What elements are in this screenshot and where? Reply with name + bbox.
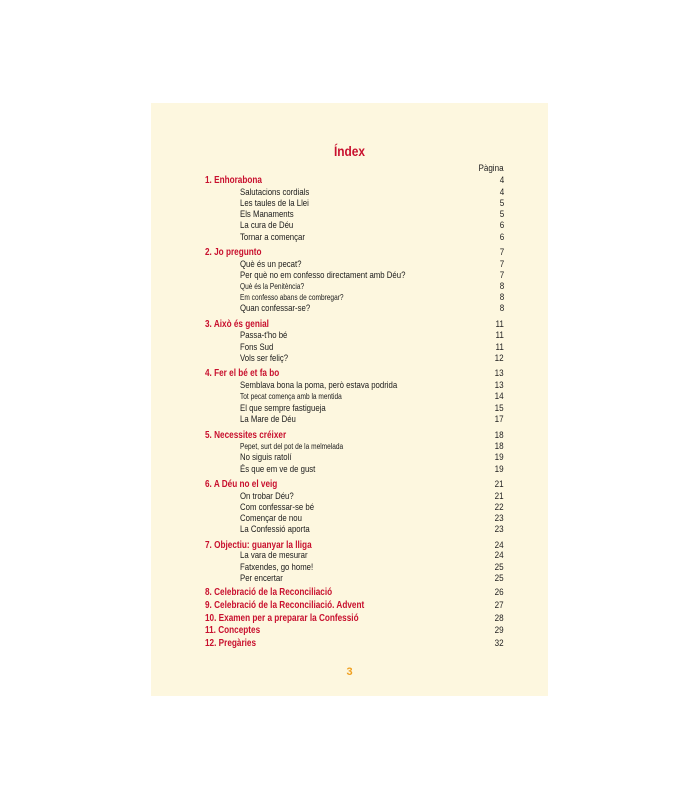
toc-section-title: 3. Això és genial bbox=[205, 319, 269, 330]
toc-page-number: 29 bbox=[495, 625, 504, 636]
toc-page-number: 22 bbox=[495, 502, 504, 513]
toc-item-title: Com confessar-se bé bbox=[240, 502, 315, 513]
toc-page-number: 32 bbox=[495, 638, 504, 649]
toc-section-row bbox=[151, 600, 504, 612]
toc-page-number: 23 bbox=[495, 513, 504, 524]
toc-item-title: Començar de nou bbox=[240, 513, 302, 524]
toc-page-number: 19 bbox=[495, 464, 504, 475]
toc-page-number: 18 bbox=[495, 441, 504, 452]
toc-section-title: 12. Pregàries bbox=[205, 638, 257, 649]
toc-page-number: 23 bbox=[495, 524, 504, 535]
toc-item-row bbox=[151, 330, 504, 342]
book-page bbox=[151, 103, 548, 696]
toc-page-number: 8 bbox=[499, 303, 504, 314]
toc-item-title: La vara de mesurar bbox=[240, 550, 308, 561]
toc-section-row bbox=[151, 479, 504, 491]
toc-page-number: 25 bbox=[495, 573, 504, 584]
toc-page-number: 8 bbox=[499, 292, 504, 303]
toc-item-title: Pepet, surt del pot de la melmelada bbox=[240, 442, 344, 451]
toc-item-title: Vols ser feliç? bbox=[240, 353, 289, 364]
toc-section-row bbox=[151, 638, 504, 650]
toc-section-row bbox=[151, 247, 504, 259]
toc-item-title: Les taules de la Llei bbox=[240, 198, 309, 209]
toc-page-number: 4 bbox=[499, 175, 504, 186]
toc-page-number: 25 bbox=[495, 562, 504, 573]
toc-item-title: Per què no em confesso directament amb Déu? bbox=[240, 270, 406, 281]
toc-item-row bbox=[151, 353, 504, 365]
toc-section-row bbox=[151, 368, 504, 380]
toc-item-title: Els Manaments bbox=[240, 209, 294, 220]
toc-page-number: 4 bbox=[499, 187, 504, 198]
toc-page-number: 24 bbox=[495, 540, 504, 551]
toc-item-row bbox=[151, 550, 504, 562]
toc-item-title: Passa-t'ho bé bbox=[240, 330, 288, 341]
toc-page-number: 8 bbox=[499, 281, 504, 292]
toc-page-number: 24 bbox=[495, 550, 504, 561]
toc-page-number: 7 bbox=[499, 270, 504, 281]
toc-item-row bbox=[151, 452, 504, 464]
toc-item-title: La cura de Déu bbox=[240, 220, 294, 231]
toc-item-row bbox=[151, 464, 504, 476]
toc-page-number: 21 bbox=[495, 479, 504, 490]
toc-page-number: 28 bbox=[495, 613, 504, 624]
toc-item-title: Què és un pecat? bbox=[240, 259, 302, 270]
toc-section-title: 7. Objectiu: guanyar la lliga bbox=[205, 540, 312, 551]
toc-item-row bbox=[151, 524, 504, 536]
toc-item-title: Quan confessar-se? bbox=[240, 303, 311, 314]
page-number: 3 bbox=[346, 666, 353, 678]
toc-item-row bbox=[151, 573, 504, 585]
toc-section-row bbox=[151, 175, 504, 187]
toc-section-title: 9. Celebració de la Reconciliació. Advent bbox=[205, 600, 365, 611]
toc-section-title: 6. A Déu no el veig bbox=[205, 479, 278, 490]
toc-item-row bbox=[151, 220, 504, 232]
toc-section-title: 2. Jo pregunto bbox=[205, 247, 262, 258]
toc-page-number: 6 bbox=[499, 220, 504, 231]
page-column-header: Pàgina bbox=[478, 163, 504, 174]
toc-item-title: El que sempre fastigueja bbox=[240, 403, 326, 414]
toc-page-number: 11 bbox=[495, 342, 504, 353]
toc-item-row bbox=[151, 232, 504, 244]
toc-page-number: 7 bbox=[499, 259, 504, 270]
toc-section-title: 4. Fer el bé et fa bo bbox=[205, 368, 280, 379]
toc-page-number: 11 bbox=[495, 330, 504, 341]
toc-section-title: 1. Enhorabona bbox=[205, 175, 262, 186]
toc-section-title: 10. Examen per a preparar la Confessió bbox=[205, 613, 359, 624]
toc-section-row bbox=[151, 587, 504, 599]
toc-page-number: 19 bbox=[495, 452, 504, 463]
toc-item-title: La Mare de Déu bbox=[240, 414, 296, 425]
toc-item-title: Fons Sud bbox=[240, 342, 274, 353]
toc-page-number: 5 bbox=[499, 198, 504, 209]
toc-item-row bbox=[151, 303, 504, 315]
toc-item-title: Què és la Penitència? bbox=[240, 282, 305, 291]
toc-item-row bbox=[151, 414, 504, 426]
toc-item-title: És que em ve de gust bbox=[240, 464, 316, 475]
toc-section-title: 5. Necessites créixer bbox=[205, 430, 287, 441]
toc-item-title: On trobar Déu? bbox=[240, 491, 294, 502]
toc-item-title: Fatxendes, go home! bbox=[240, 562, 314, 573]
toc-section-title: 8. Celebració de la Reconciliació bbox=[205, 587, 333, 598]
toc-page-number: 13 bbox=[495, 368, 504, 379]
toc-item-title: Semblava bona la poma, però estava podrida bbox=[240, 380, 398, 391]
toc-page-number: 11 bbox=[495, 319, 504, 330]
toc-page-number: 6 bbox=[499, 232, 504, 243]
toc-page-number: 15 bbox=[495, 403, 504, 414]
toc-page-number: 13 bbox=[495, 380, 504, 391]
toc-section-row bbox=[151, 625, 504, 637]
toc-item-title: Tornar a començar bbox=[240, 232, 305, 243]
toc-section-title: 11. Conceptes bbox=[205, 625, 261, 636]
page-title: Índex bbox=[333, 143, 366, 159]
toc-item-row bbox=[151, 391, 504, 403]
toc-page-number: 21 bbox=[495, 491, 504, 502]
toc-page-number: 26 bbox=[495, 587, 504, 598]
toc-page-number: 27 bbox=[495, 600, 504, 611]
toc-page-number: 18 bbox=[495, 430, 504, 441]
toc-section-row bbox=[151, 613, 504, 625]
toc-item-title: Salutacions cordials bbox=[240, 187, 310, 198]
toc-item-title: Em confesso abans de combregar? bbox=[240, 293, 344, 302]
toc-item-title: La Confessió aporta bbox=[240, 524, 310, 535]
toc-page-number: 14 bbox=[495, 391, 504, 402]
toc-page-number: 7 bbox=[499, 247, 504, 258]
toc-page-number: 17 bbox=[495, 414, 504, 425]
toc-page-number: 12 bbox=[495, 353, 504, 364]
toc-item-title: Tot pecat comença amb la mentida bbox=[240, 392, 342, 401]
toc-item-title: Per encertar bbox=[240, 573, 283, 584]
toc-page-number: 5 bbox=[499, 209, 504, 220]
toc-item-title: No siguis ratolí bbox=[240, 452, 292, 463]
